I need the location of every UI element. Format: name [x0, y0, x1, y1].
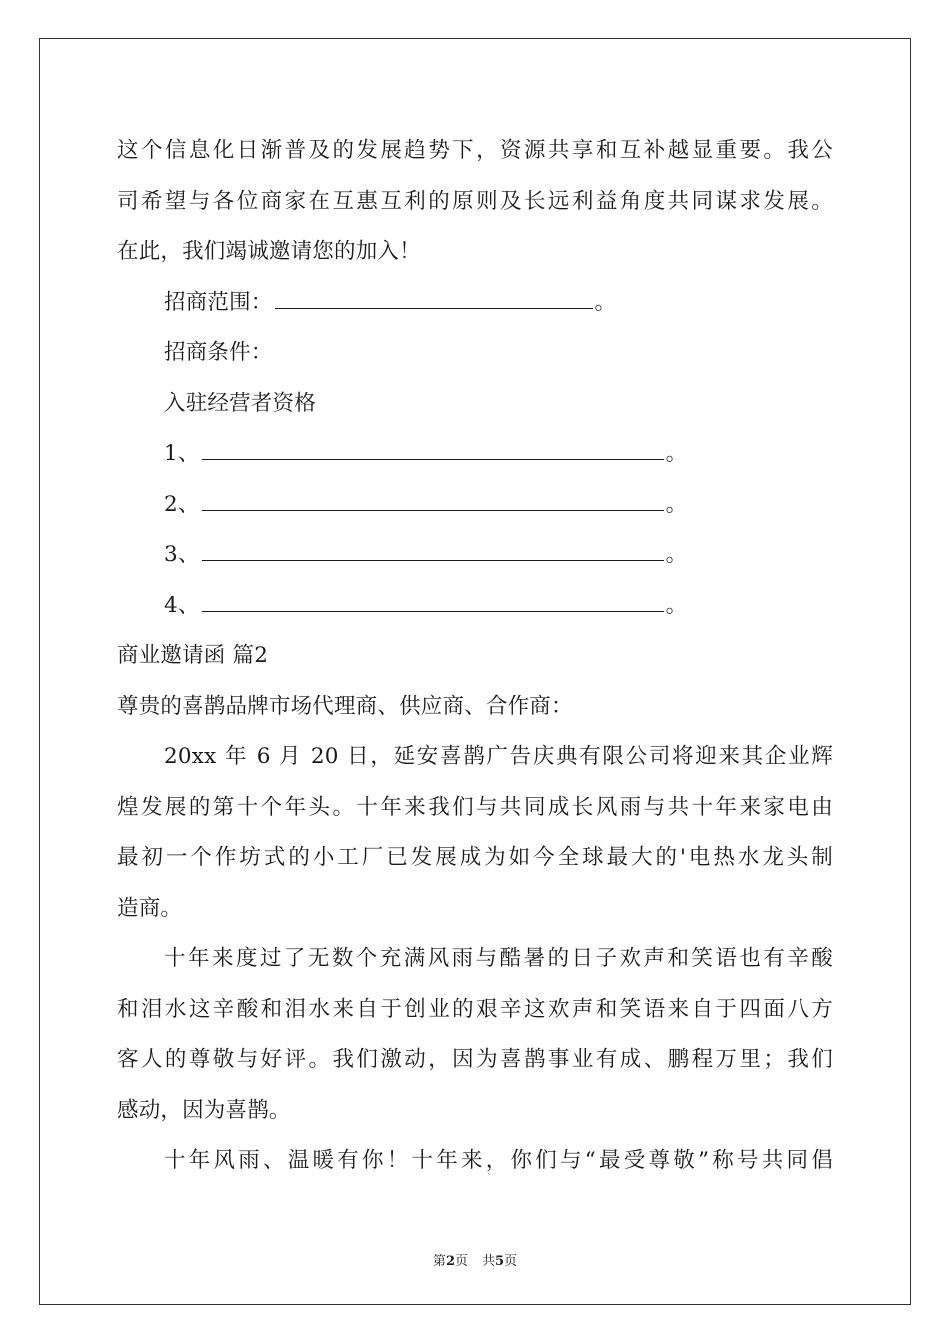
page-number: 2 — [445, 1254, 455, 1269]
item-number: 2、 — [164, 491, 200, 517]
body-line: 十年风雨、温暖有你！十年来，你们与“最受尊敬”称号共同倡 — [164, 1148, 833, 1173]
body-line: 最初一个作坊式的小工厂已发展成为如今全球最大的'电热水龙头制 — [117, 845, 833, 870]
item-number: 1、 — [164, 441, 200, 466]
qualification-heading: 入驻经营者资格 — [164, 390, 316, 416]
body-line: 客人的尊敬与好评。我们激动，因为喜鹊事业有成、鹏程万里；我们 — [117, 1047, 833, 1072]
body-line: 造商。 — [117, 895, 183, 921]
total-pages: 5 — [495, 1254, 505, 1269]
page-suffix: 页 — [454, 1254, 468, 1269]
page-prefix: 第 — [432, 1254, 446, 1269]
qualification-item — [117, 581, 833, 632]
scope-blank — [275, 287, 593, 308]
item-end: 。 — [665, 542, 688, 567]
item-end: 。 — [665, 592, 688, 618]
item-blank — [202, 489, 664, 510]
qualification-item — [117, 429, 833, 480]
total-suffix: 页 — [504, 1254, 518, 1269]
item-number: 3、 — [164, 542, 200, 567]
body-line: 煌发展的第十个年头。十年来我们与共同成长风雨与共十年来家电由 — [117, 794, 833, 820]
item-number: 4、 — [164, 592, 200, 618]
section-title: 商业邀请函 篇2 — [117, 643, 269, 668]
item-end: 。 — [665, 491, 688, 517]
body-line: 和泪水这辛酸和泪水来自于创业的艰辛这欢声和笑语来自于四面八方 — [117, 996, 833, 1022]
total-prefix: 共 — [482, 1254, 496, 1269]
conditions-label: 招商条件： — [164, 340, 273, 365]
intro-line: 在此，我们竭诚邀请您的加入！ — [117, 239, 421, 264]
item-blank — [202, 540, 664, 561]
item-blank — [202, 590, 664, 611]
document-body — [117, 126, 833, 1187]
item-end: 。 — [665, 441, 688, 466]
scope-end: 。 — [594, 289, 617, 315]
salutation: 尊贵的喜鹊品牌市场代理商、供应商、合作商： — [117, 693, 573, 719]
intro-line: 这个信息化日渐普及的发展趋势下，资源共享和互补越显重要。我公 — [117, 138, 833, 163]
item-blank — [202, 439, 664, 460]
body-line: 感动，因为喜鹊。 — [117, 1097, 291, 1123]
scope-row — [117, 278, 833, 329]
body-line: 十年来度过了无数个充满风雨与酷暑的日子欢声和笑语也有辛酸 — [164, 946, 833, 971]
page-footer — [0, 1250, 950, 1269]
body-line: 20xx 年 6 月 20 日，延安喜鹊广告庆典有限公司将迎来其企业辉 — [164, 744, 833, 769]
intro-line: 司希望与各位商家在互惠互利的原则及长远利益角度共同谋求发展。 — [117, 188, 833, 214]
qualification-item — [117, 530, 833, 581]
scope-label: 招商范围： — [164, 289, 273, 315]
qualification-item — [117, 480, 833, 531]
